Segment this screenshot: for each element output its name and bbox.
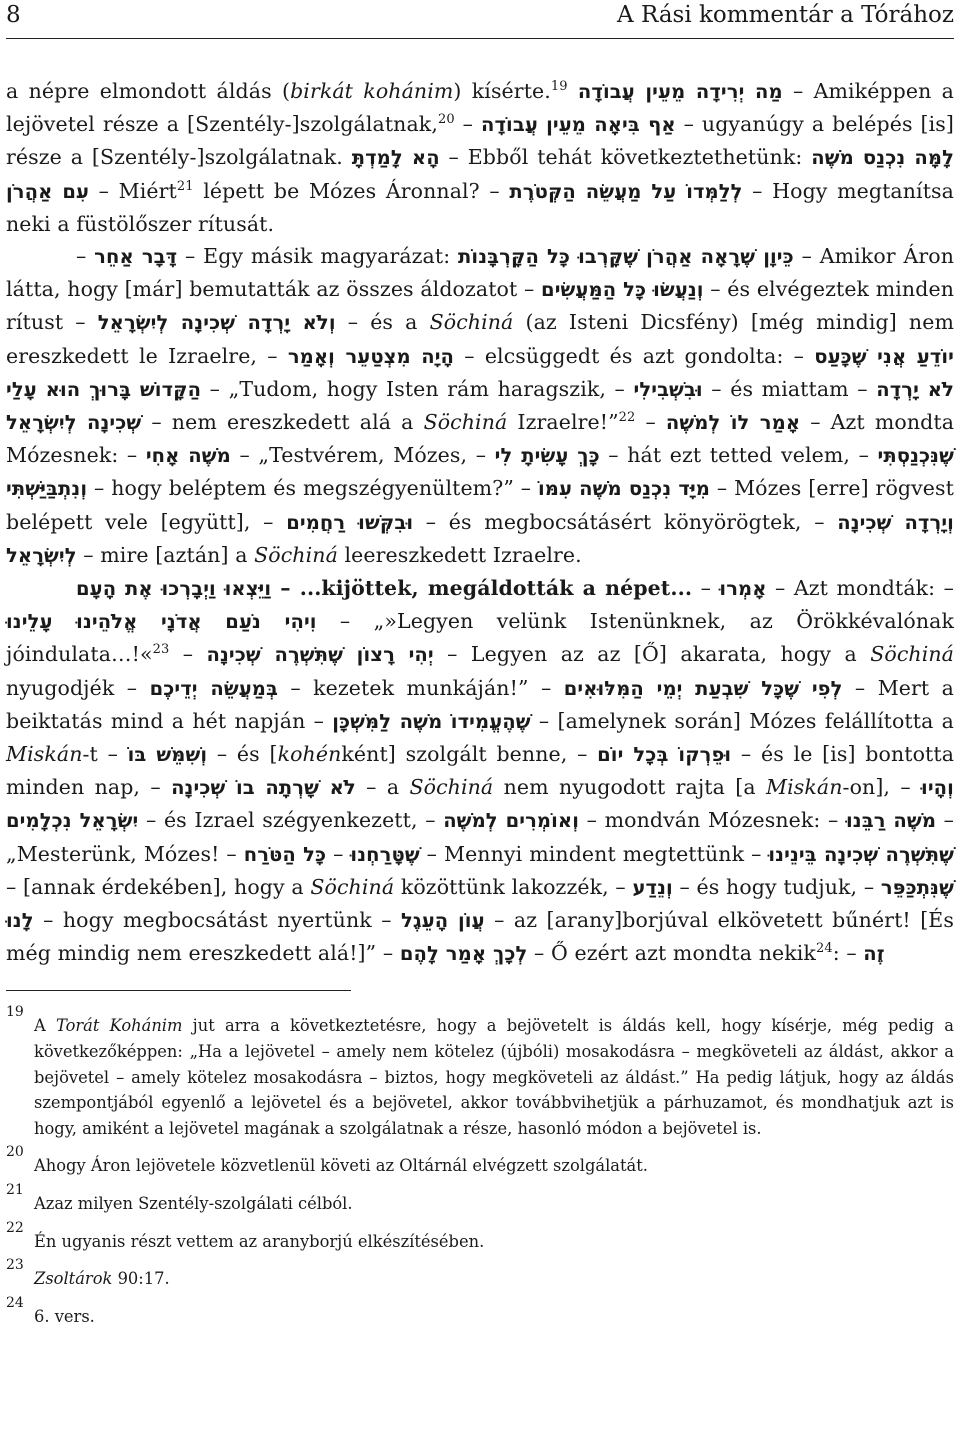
text: – ugyanúgy a belépés [is] része a [Szentély-]szolgálatnak.	[6, 112, 954, 170]
hebrew-quote: וְיָרְדָה שְׁכִינָה לְיִשְׂרָאֵל	[6, 510, 954, 567]
commentary-body	[6, 75, 954, 970]
text: – Mennyi mindent megtettünk –	[419, 841, 769, 866]
hebrew-quote: וּבִקְּשׁוּ רַחֲמִים	[286, 510, 414, 534]
text: – az [arany]borjúval elkövetett bűnért! [És még mindig nem ereszkedett alá!]” –	[6, 908, 954, 966]
hebrew-quote: וּפֵרְקוֹ בְּכָל יוֹם	[597, 743, 732, 767]
text: –	[326, 841, 351, 866]
footnote-mark: 19	[6, 1004, 24, 1021]
text: nyugodjék –	[6, 675, 150, 700]
hebrew-quote: יְהִי רָצוֹן שֶׁתִּשְׁרֶה שְׁכִינָה	[206, 643, 434, 667]
footnote-ref-22[interactable]: 22	[618, 410, 636, 426]
text: –	[692, 576, 720, 601]
hebrew-quote: וּבִשְׁבִילִי	[633, 377, 703, 401]
text: – Miért	[89, 178, 177, 203]
hebrew-quote: שֶׁנִּכְנַסְתִּי וְנִתְבַּיַּשְׁתִּי	[6, 444, 955, 501]
text: – [amelynek során] Mózes felállította a	[530, 708, 954, 733]
hebrew-quote: כֵּיוָן שֶׁרָאָה אַהֲרֹן שֶׁקָּרְבוּ כָּל הַקָּרְבָּנוֹת	[458, 245, 794, 269]
footnote-text: Ahogy Áron lejövetele közvetlenül követi az Oltárnál elvégzett szolgálatát.	[34, 1156, 648, 1176]
lemma-translation: – ...kijöttek, megáldották a népet...	[271, 576, 693, 601]
hebrew-quote: וִיהִי נֹעַם אֲדֹנָי אֱלֹהֵינוּ עָלֵינוּ	[6, 610, 317, 634]
text: – Ő ezért azt mondta nekik	[527, 941, 816, 966]
source-title: Zsoltárok	[34, 1269, 113, 1289]
text: – mondván Mózesnek: –	[579, 808, 846, 833]
running-head	[6, 2, 954, 39]
text: – „»Legyen velünk Istenünknek, az Örökkévalónak jóindulata…!«	[6, 609, 954, 667]
term-sochina: Söchiná	[870, 642, 954, 667]
term-miskan: Miskán	[6, 742, 83, 767]
text: –	[76, 244, 95, 269]
text: – hogy megbocsátást nyertünk –	[33, 908, 402, 933]
text: – Mert a beiktatás mind a hét napján –	[6, 675, 954, 733]
text: Izraelre!”	[507, 410, 619, 435]
footnote-separator	[6, 990, 351, 991]
hebrew-quote: שֶׁנִּתְכַּפֵּר לָנוּ	[6, 875, 954, 933]
footnote-ref-23[interactable]: 23	[152, 642, 170, 658]
text: – „Tudom, hogy Isten rám haragszik, –	[201, 376, 634, 401]
text: – kezetek munkáján!” –	[277, 675, 564, 700]
text: – és le [is] bontotta minden nap, –	[6, 742, 955, 800]
hebrew-quote: כָּל הַטֹּרַח	[243, 842, 327, 866]
footnote-text: Én ugyanis részt vettem az aranyborjú elkészítésében.	[34, 1231, 485, 1251]
text: ként] szolgált benne, –	[341, 742, 598, 767]
hebrew-quote: לֹא יָרְדָה שְׁכִינָה לְיִשְׂרָאֵל	[6, 377, 954, 435]
footnote-mark: 21	[6, 1182, 24, 1199]
text: lépett be Mózes Áronnal? –	[193, 178, 510, 203]
text: – Amikor Áron látta, hogy [már] bemutatták az összes áldozatot –	[6, 244, 954, 302]
hebrew-quote: הָיָה מִצְטַעֵר וְאָמַר	[287, 344, 455, 368]
text: leereszkedett Izraelre.	[337, 542, 582, 567]
hebrew-quote: וְלֹא יָרְדָה שְׁכִינָה לְיִשְׂרָאֵל	[97, 311, 336, 335]
text: nem nyugodott rajta [a	[493, 775, 767, 800]
footnote-ref-19[interactable]: 19	[550, 79, 568, 94]
text: 90:17.	[112, 1269, 170, 1289]
paragraph-1	[6, 75, 954, 240]
paragraph-3	[6, 572, 954, 970]
footnote-21	[6, 1183, 954, 1217]
text: közöttünk lakozzék, –	[394, 874, 633, 899]
text: – és [	[207, 742, 278, 767]
hebrew-quote: וְשִׁמֵּשׁ בּוֹ	[127, 743, 208, 767]
term-sochina: Söchiná	[310, 874, 395, 899]
text: –	[635, 410, 666, 435]
footnote-text: Azaz milyen Szentély-szolgálati célból.	[34, 1194, 353, 1214]
term-sochina: Söchiná	[254, 542, 338, 567]
running-title: A Rási kommentár a Tórához	[617, 2, 954, 28]
source-title: Torát Kohánim	[55, 1016, 183, 1036]
page-number: 8	[6, 2, 21, 28]
footnote-mark: 23	[6, 1257, 24, 1274]
text: – Ebből tehát következtethetünk:	[439, 145, 812, 170]
text: – hát ezt tetted velem, –	[599, 443, 878, 468]
hebrew-quote: אַף בִּיאָה מֵעֵין עֲבוֹדָה	[480, 113, 676, 137]
hebrew-quote: לֹא שָׁרְתָה בוֹ שְׁכִינָה	[171, 776, 356, 800]
footnote-22	[6, 1221, 954, 1255]
footnote-text	[34, 1005, 954, 1141]
footnote-23	[6, 1258, 954, 1292]
text: a népre elmondott áldás (	[6, 79, 291, 103]
hebrew-quote: שֶׁטָּרַחְנוּ	[350, 842, 420, 866]
hebrew-quote: כָּךְ עָשִׂיתָ לִי	[494, 444, 600, 468]
term-sochina: Söchiná	[429, 310, 514, 335]
footnote-20	[6, 1145, 954, 1179]
text: -on], –	[842, 775, 922, 800]
hebrew-quote: לְכָךְ אָמַר לָהֶם	[399, 942, 528, 966]
hebrew-quote: מִיָּד נִכְנַס מֹשֶׁה עִמּוֹ	[537, 477, 711, 501]
term-birkat-kohanim: birkát kohánim	[290, 79, 454, 103]
term-miskan: Miskán	[766, 775, 843, 800]
text: – mire [aztán] a	[76, 542, 255, 567]
text: – Egy másik magyarázat:	[177, 244, 459, 269]
text: -t –	[82, 742, 128, 767]
text: – Azt mondták: –	[766, 576, 955, 601]
text: : –	[832, 941, 864, 966]
text: – nem ereszkedett alá a	[141, 410, 424, 435]
text: – Azt mondta Mózesnek: –	[6, 410, 955, 468]
hebrew-quote: שֶׁתִּשְׁרֶה שְׁכִינָה בֵּינֵינוּ	[768, 842, 954, 866]
footnote-ref-20[interactable]: 20	[437, 112, 455, 128]
text: –	[454, 112, 481, 137]
hebrew-quote: מַה יְרִידָה מֵעֵין עֲבוֹדָה	[577, 80, 783, 103]
hebrew-quote: הָא לָמַדְתָּ	[351, 146, 440, 170]
footnotes	[6, 1005, 954, 1329]
hebrew-quote: מֹשֶׁה אָחִי	[145, 444, 231, 468]
text: – és Izrael szégyenkezett, –	[138, 808, 444, 833]
hebrew-quote: וְאוֹמְרִים לְמֹשֶׁה	[443, 809, 580, 833]
hebrew-quote: דָּבָר אַחֵר	[94, 245, 178, 269]
hebrew-quote: וְנַעֲשׂוּ כָּל הַמַּעֲשִׂים	[541, 278, 704, 302]
text: – „Testvérem, Mózes, –	[230, 443, 495, 468]
footnote-mark: 24	[6, 1294, 24, 1311]
term-sochina: Söchiná	[409, 775, 494, 800]
text: A	[34, 1016, 56, 1036]
text: – Mózes [erre] rögvest belépett vele [együtt], –	[6, 476, 954, 534]
hebrew-quote: עֲוֹן הָעֵגֶל	[401, 909, 485, 933]
text: – és megbocsátásért könyörögtek, –	[413, 509, 838, 534]
text: – Legyen az az [Ő] akarata, hogy a	[433, 642, 871, 667]
hebrew-quote: וְנֵדַע	[632, 875, 673, 899]
footnote-mark: 22	[6, 1219, 24, 1236]
text: – és miattam –	[702, 376, 877, 401]
text: – „Mesterünk, Mózes! –	[6, 808, 954, 866]
text: – a	[355, 775, 410, 800]
footnote-24	[6, 1296, 954, 1330]
hebrew-quote: שֶׁהֶעֱמִידוֹ מֹשֶׁה לַמִּשְׁכָּן	[332, 709, 531, 733]
text: – [annak érdekében], hogy a	[6, 874, 311, 899]
hebrew-quote: לְלַמְּדוֹ עַל מַעֲשֵׂה הַקְּטֹרֶת	[509, 179, 743, 203]
term-sochina: Söchiná	[423, 410, 508, 435]
footnote-ref-21[interactable]: 21	[176, 178, 194, 194]
text: – Amiképpen a lejövetel része a [Szentély-]szolgálatnak,	[6, 79, 954, 137]
paragraph-2	[6, 240, 954, 572]
hebrew-quote: וְהָיוּ יִשְׂרָאֵל נִכְלָמִים	[6, 776, 954, 833]
hebrew-quote: לְפִי שֶׁכָּל שִׁבְעַת יְמֵי הַמִּלּוּאִים	[563, 676, 843, 700]
footnote-19	[6, 1005, 954, 1141]
text: jut arra a következtetésre, hogy a bejövetelt is áldás kell, hogy kísérje, még pedig a következőképpen: „Ha a lejövetel – amely nem kötelez (újbóli) mosakodásra – megköveteli az áldást, akkor a bejövetel – amely kötelez mosakodásra – biztos, hogy megköveteli az áldást.” Ha pedig látjuk, hogy az áldás szempontjából egyenlő a lejövetel és a bejövetel, akkor továbbvihetjük a párhuzamot, és mondhatjuk azt is hogy, amiként a lejövetel magának a szolgálatnak a része, hasonló módon a bejövetel is.	[34, 1016, 954, 1138]
footnote-ref-24[interactable]: 24	[815, 941, 833, 957]
text: (az Isteni Dicsfény) [még mindig] nem ereszkedett le Izraelre, –	[6, 310, 954, 368]
text: – hogy beléptem és megszégyenültem?” –	[87, 476, 538, 501]
hebrew-quote: אָמַר לוֹ לְמֹשֶׁה	[665, 411, 801, 435]
text: ) kísérte.	[453, 79, 551, 103]
hebrew-quote: אָמְרוּ	[719, 577, 767, 601]
footnote-text: 6. vers.	[34, 1306, 95, 1326]
hebrew-quote: לָמָּה נִכְנַס מֹשֶׁה עִם אַהֲרֹן	[6, 146, 955, 203]
text: – és elvégeztek minden rítust –	[6, 277, 954, 335]
text: – elcsüggedt és azt gondolta: –	[454, 343, 815, 368]
page	[6, 0, 954, 1429]
hebrew-quote: בְּמַעֲשֵׂה יְדֵיכֶם	[149, 676, 278, 700]
text: – és hogy tudjuk, –	[672, 874, 881, 899]
footnote-text	[34, 1258, 954, 1292]
term-kohen: kohén	[277, 742, 342, 767]
text: –	[169, 642, 207, 667]
text: – Hogy megtanítsa neki a füstölőszer rítusát.	[6, 178, 954, 236]
footnote-mark: 20	[6, 1144, 24, 1161]
hebrew-lemma: וַיֵּצְאוּ וַיְבָרְכוּ אֶת הָעָם	[76, 577, 272, 601]
hebrew-quote: יוֹדֵעַ אֲנִי שֶׁכָּעַס הַקָּדוֹשׁ בָּרוּךְ הוּא עָלַי	[6, 344, 954, 401]
hebrew-quote: מֹשֶׁה רַבֵּנוּ	[845, 809, 937, 833]
text: – és a	[335, 310, 430, 335]
hebrew-quote: זֶה	[863, 942, 885, 966]
